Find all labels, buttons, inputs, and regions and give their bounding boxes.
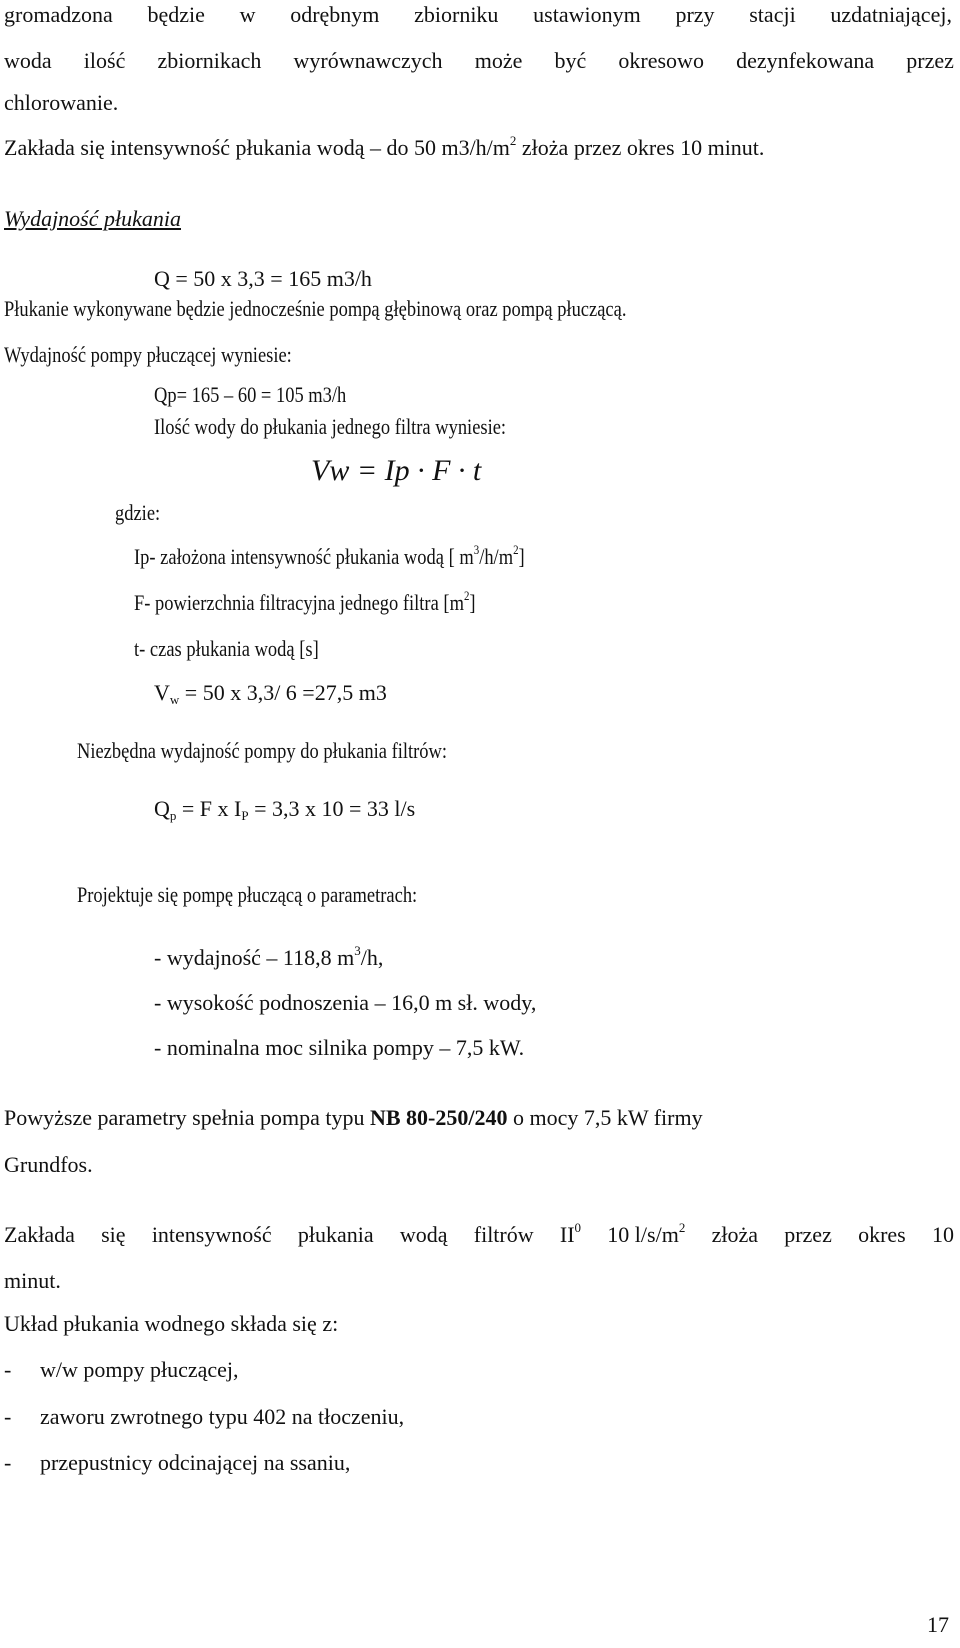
q-formula: Q = 50 x 3,3 = 165 m3/h — [154, 266, 372, 291]
qp-formula: Qp= 165 – 60 = 105 m3/h — [154, 382, 347, 407]
word: gromadzona — [4, 2, 113, 27]
qp-calc: $Q_p = F$ x $I_P = 3,3$ x 10 = 33 l/s — [154, 796, 416, 823]
word: okresowo — [618, 48, 704, 73]
stage2-line-2: minut. — [4, 1268, 61, 1293]
word: przez — [906, 48, 954, 73]
word: zbiorniku — [414, 2, 499, 27]
gdzie-label: gdzie: — [115, 500, 161, 525]
vw-formula: Vw = Ip · F · t — [311, 454, 482, 487]
word: dezynfekowana — [736, 48, 875, 73]
required-capacity: Niezbędna wydajność pompy do płukania filtrów: — [77, 738, 448, 763]
component-2: - zaworu zwrotnego typu 402 na tłoczeniu, — [4, 1404, 405, 1429]
word: stacji — [749, 2, 796, 27]
pumps-sentence: Płukanie wykonywane będzie jednocześnie pompą głębinową oraz pompą płuczącą. — [4, 296, 627, 321]
flush-pump-intro: Wydajność pompy płuczącej wyniesie: — [4, 342, 292, 367]
word: być — [554, 48, 587, 73]
design-intro: Projektuje się pompę płuczącą o parametrach: — [77, 882, 418, 907]
word: będzie — [147, 2, 205, 27]
word: uzdatniającej, — [830, 2, 952, 27]
vw-calc: $V_w = 50$ x 3,3/ 6 =27,5 m3 — [154, 680, 387, 707]
component-3: - przepustnicy odcinającej na ssaniu, — [4, 1450, 351, 1475]
stage2-line-1: Zakłada się intensywność płukania wodą filtrów $II^0$ 10 $l/s/m^2$ złoża przez okres 10 — [4, 1220, 954, 1247]
param-power: - nominalna moc silnika pompy – 7,5 kW. — [154, 1035, 525, 1060]
page-number: 17 — [927, 1612, 949, 1637]
word: ustawionym — [533, 2, 641, 27]
intro-line-1 — [4, 2, 952, 28]
word: przy — [675, 2, 715, 27]
component-1: - w/w pompy płuczącej, — [4, 1357, 239, 1382]
intro-line-3: chlorowanie. — [4, 90, 119, 115]
pump-choice-line-1: Powyższe parametry spełnia pompa typu NB 80-250/240 o mocy 7,5 kW firmy — [4, 1105, 703, 1130]
word: w — [239, 2, 256, 27]
pump-choice-line-2: Grundfos. — [4, 1152, 93, 1177]
word: wyrównawczych — [293, 48, 443, 73]
def-ip: Ip- założona intensywność płukania wodą [ $m^3/h/m^2$] — [134, 542, 525, 569]
word: woda — [4, 48, 52, 73]
param-capacity: - wydajność – 118,8 $m^3/h$, — [154, 943, 384, 970]
section-heading: Wydajność płukania — [4, 206, 181, 231]
intro-line-2 — [4, 48, 954, 74]
intro-line-4: Zakłada się intensywność płukania wodą – do 50 $m3/h/m^2$ złoża przez okres 10 minut. — [4, 133, 765, 160]
param-head: - wysokość podnoszenia – 16,0 m sł. wody, — [154, 990, 537, 1015]
water-amount-intro: Ilość wody do płukania jednego filtra wyniesie: — [154, 414, 507, 439]
word: może — [474, 48, 523, 73]
def-f: F- powierzchnia filtracyjna jednego filtra $[m^2]$ — [134, 588, 476, 615]
word: odrębnym — [290, 2, 380, 27]
word: zbiornikach — [157, 48, 262, 73]
system-intro: Układ płukania wodnego składa się z: — [4, 1311, 339, 1336]
word: ilość — [83, 48, 126, 73]
def-t: t- czas płukania wodą [s] — [134, 636, 319, 661]
